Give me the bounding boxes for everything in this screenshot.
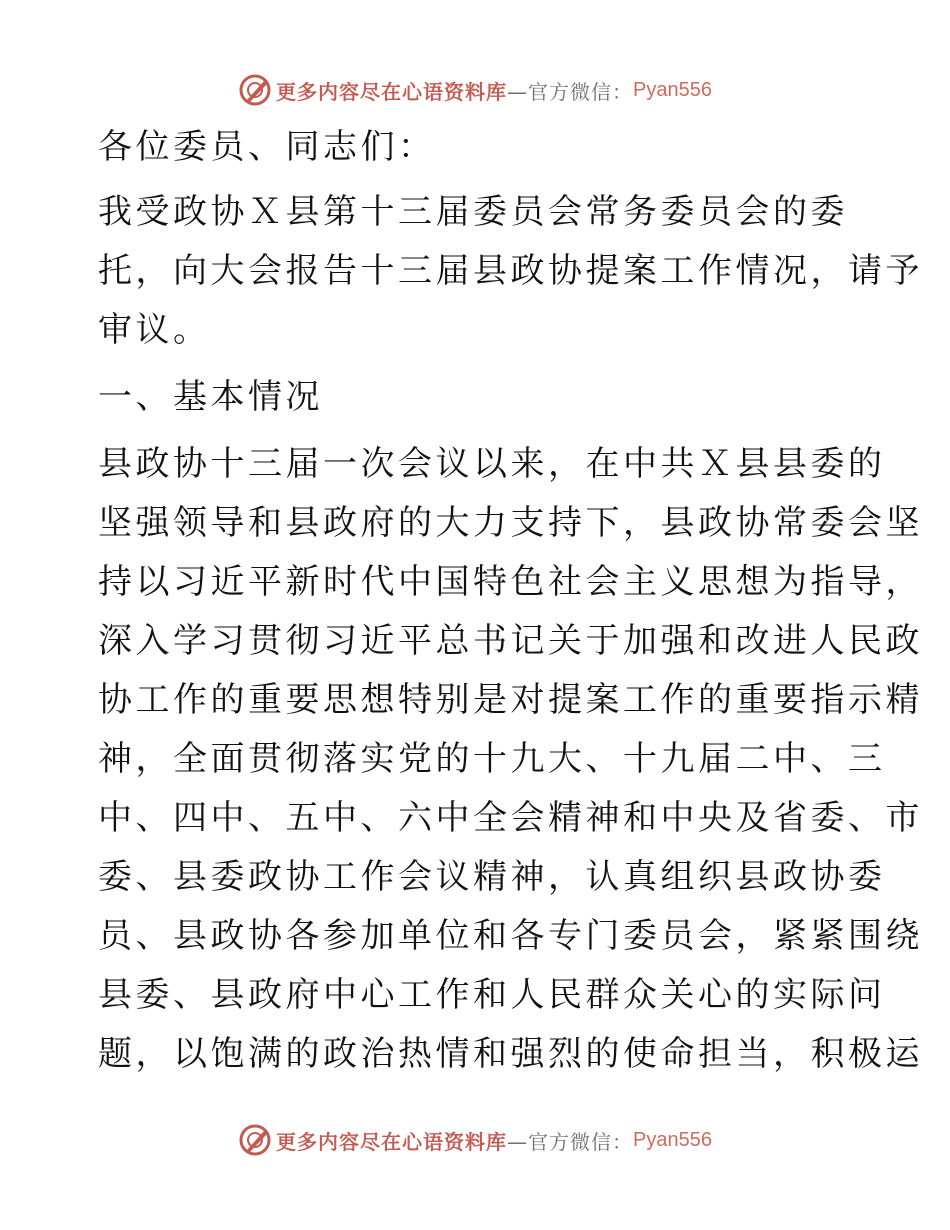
pen-circle-logo-icon (238, 1123, 272, 1157)
text-line: 中、四中、五中、六中全会精神和中央及省委、市 (98, 798, 923, 838)
text-line: 县委、县政府中心工作和人民群众关心的实际问 (98, 975, 886, 1015)
watermark-separator: —官方微信： (507, 1129, 634, 1154)
text-line: 协工作的重要思想特别是对提案工作的重要指示精 (98, 680, 923, 720)
salutation: 各位委员、同志们： (98, 127, 436, 167)
pen-circle-logo-icon (238, 73, 272, 107)
watermark-contact: Pyan556 (633, 1128, 712, 1151)
text-line: 神，全面贯彻落实党的十九大、十九届二中、三 (98, 739, 886, 779)
text-line: 深入学习贯彻习近平总书记关于加强和改进人民政 (98, 621, 923, 661)
text-line: 县政协十三届一次会议以来，在中共Ｘ县县委的 (98, 444, 886, 484)
text-line: 审议。 (98, 310, 211, 350)
document-body (98, 118, 923, 1092)
text-line: 我受政协Ｘ县第十三届委员会常务委员会的委 (98, 192, 848, 232)
footer-watermark (0, 1120, 950, 1160)
text-line: 持以习近平新时代中国特色社会主义思想为指导， (98, 562, 923, 602)
watermark-contact: Pyan556 (633, 78, 712, 101)
paragraph-intro (98, 183, 923, 360)
header-watermark (0, 70, 950, 110)
paragraph-basic-situation (98, 435, 923, 1084)
text-line: 员、县政协各参加单位和各专门委员会，紧紧围绕 (98, 916, 923, 956)
watermark-main-text: 更多内容尽在心语资料库 (276, 79, 508, 104)
section-heading: 一、基本情况 (98, 377, 323, 417)
text-line: 题，以饱满的政治热情和强烈的使命担当，积极运 (98, 1034, 923, 1074)
watermark-separator: —官方微信： (507, 79, 634, 104)
text-line: 托，向大会报告十三届县政协提案工作情况，请予 (98, 251, 923, 291)
watermark-main-text: 更多内容尽在心语资料库 (276, 1129, 508, 1154)
text-line: 坚强领导和县政府的大力支持下，县政协常委会坚 (98, 503, 923, 543)
text-line: 委、县委政协工作会议精神，认真组织县政协委 (98, 857, 886, 897)
